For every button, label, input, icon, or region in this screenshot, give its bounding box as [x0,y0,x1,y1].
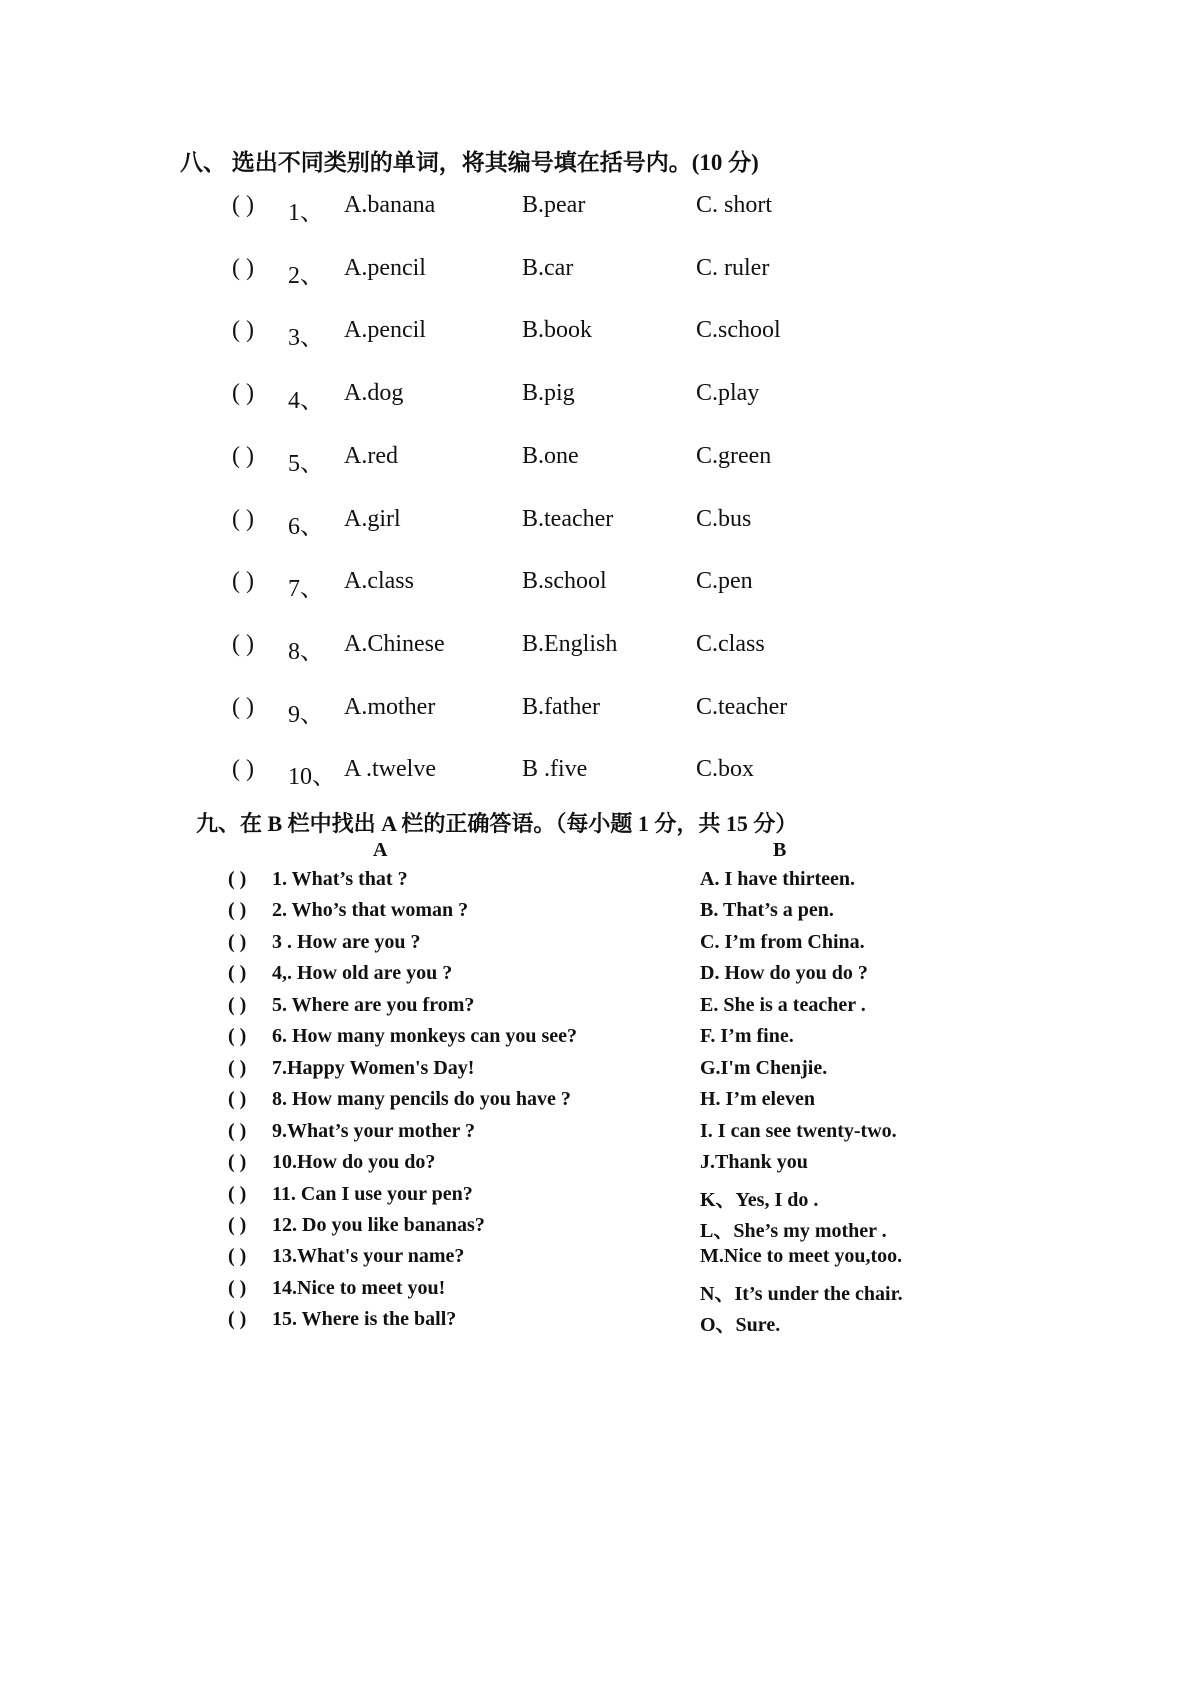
option-a: A.girl [344,506,401,532]
option-c: C.play [696,380,760,406]
option-a: A.Chinese [344,631,445,657]
answer-option: O、Sure. [700,1314,781,1336]
question-text: 14.Nice to meet you! [272,1277,446,1299]
answer-bracket[interactable]: ( ) [228,1057,247,1079]
option-a: A.dog [344,380,404,406]
answer-option: N、It’s under the chair. [700,1283,903,1305]
question-text: 8. How many pencils do you have ? [272,1088,571,1110]
option-b: B.pig [522,380,575,406]
option-c: C.bus [696,506,752,532]
option-a: A.red [344,443,398,469]
answer-bracket[interactable]: ( ) [232,631,254,657]
question-text: 1. What’s that ? [272,868,408,890]
answer-bracket[interactable]: ( ) [232,694,254,720]
question-text: 7.Happy Women's Day! [272,1057,475,1079]
answer-option: B. That’s a pen. [700,899,834,921]
answer-bracket[interactable]: ( ) [228,1308,247,1330]
option-b: B.teacher [522,506,614,532]
option-c: C.box [696,756,755,782]
answer-option: F. I’m fine. [700,1025,794,1047]
answer-option: K、Yes, I do . [700,1189,819,1211]
question-text: 10.How do you do? [272,1151,436,1173]
question-text: 5. Where are you from? [272,994,475,1016]
item-number: 3、 [288,325,324,351]
answer-option: H. I’m eleven [700,1088,815,1110]
answer-bracket[interactable]: ( ) [228,1214,247,1236]
option-a: A.banana [344,192,436,218]
answer-option: A. I have thirteen. [700,868,855,890]
question-text: 15. Where is the ball? [272,1308,457,1330]
option-b: B.one [522,443,579,469]
option-c: C.school [696,317,781,343]
answer-option: E. She is a teacher . [700,994,866,1016]
option-b: B.English [522,631,618,657]
answer-option: L、She’s my mother . [700,1220,887,1242]
answer-option: I. I can see twenty-two. [700,1120,897,1142]
question-text: 4,. How old are you ? [272,962,453,984]
question-text: 3 . How are you ? [272,931,421,953]
option-c: C.class [696,631,765,657]
option-b: B.car [522,255,574,281]
question-text: 9.What’s your mother ? [272,1120,475,1142]
option-b: B.book [522,317,593,343]
answer-bracket[interactable]: ( ) [232,568,254,594]
option-b: B .five [522,756,588,782]
answer-bracket[interactable]: ( ) [228,1025,247,1047]
option-c: C. short [696,192,773,218]
option-a: A.pencil [344,317,426,343]
answer-bracket[interactable]: ( ) [228,868,247,890]
answer-bracket[interactable]: ( ) [232,192,254,218]
answer-bracket[interactable]: ( ) [232,443,254,469]
column-a-header: A [373,839,388,861]
section-9-title: 九、在 B 栏中找出 A 栏的正确答语。（每小题 1 分，共 15 分） [196,811,798,836]
option-a: A.class [344,568,414,594]
answer-bracket[interactable]: ( ) [228,1151,247,1173]
answer-bracket[interactable]: ( ) [228,1088,247,1110]
item-number: 8、 [288,639,324,665]
answer-bracket[interactable]: ( ) [228,899,247,921]
option-b: B.school [522,568,607,594]
item-number: 5、 [288,451,324,477]
option-c: C.green [696,443,772,469]
answer-bracket[interactable]: ( ) [228,994,247,1016]
question-text: 11. Can I use your pen? [272,1183,473,1205]
answer-bracket[interactable]: ( ) [232,756,254,782]
answer-bracket[interactable]: ( ) [232,317,254,343]
item-number: 10、 [288,764,336,790]
item-number: 4、 [288,388,324,414]
section-8-title: 八、 选出不同类别的单词，将其编号填在括号内。(10 分) [180,150,759,175]
option-a: A.mother [344,694,436,720]
answer-option: C. I’m from China. [700,931,865,953]
answer-bracket[interactable]: ( ) [228,1120,247,1142]
option-a: A .twelve [344,756,436,782]
item-number: 2、 [288,263,324,289]
answer-bracket[interactable]: ( ) [228,1277,247,1299]
question-text: 13.What's your name? [272,1245,465,1267]
item-number: 9、 [288,702,324,728]
answer-option: M.Nice to meet you,too. [700,1245,903,1267]
answer-bracket[interactable]: ( ) [228,931,247,953]
answer-bracket[interactable]: ( ) [232,255,254,281]
option-c: C. ruler [696,255,770,281]
question-text: 6. How many monkeys can you see? [272,1025,578,1047]
answer-option: G.I'm Chenjie. [700,1057,828,1079]
question-text: 12. Do you like bananas? [272,1214,485,1236]
answer-bracket[interactable]: ( ) [232,380,254,406]
item-number: 6、 [288,514,324,540]
answer-bracket[interactable]: ( ) [228,962,247,984]
option-b: B.father [522,694,600,720]
option-c: C.teacher [696,694,788,720]
option-b: B.pear [522,192,586,218]
answer-bracket[interactable]: ( ) [228,1245,247,1267]
question-text: 2. Who’s that woman ? [272,899,469,921]
answer-bracket[interactable]: ( ) [232,506,254,532]
answer-bracket[interactable]: ( ) [228,1183,247,1205]
answer-option: J.Thank you [700,1151,808,1173]
option-c: C.pen [696,568,753,594]
option-a: A.pencil [344,255,426,281]
answer-option: D. How do you do ? [700,962,868,984]
item-number: 1、 [288,200,324,226]
item-number: 7、 [288,576,324,602]
column-b-header: B [773,839,787,861]
